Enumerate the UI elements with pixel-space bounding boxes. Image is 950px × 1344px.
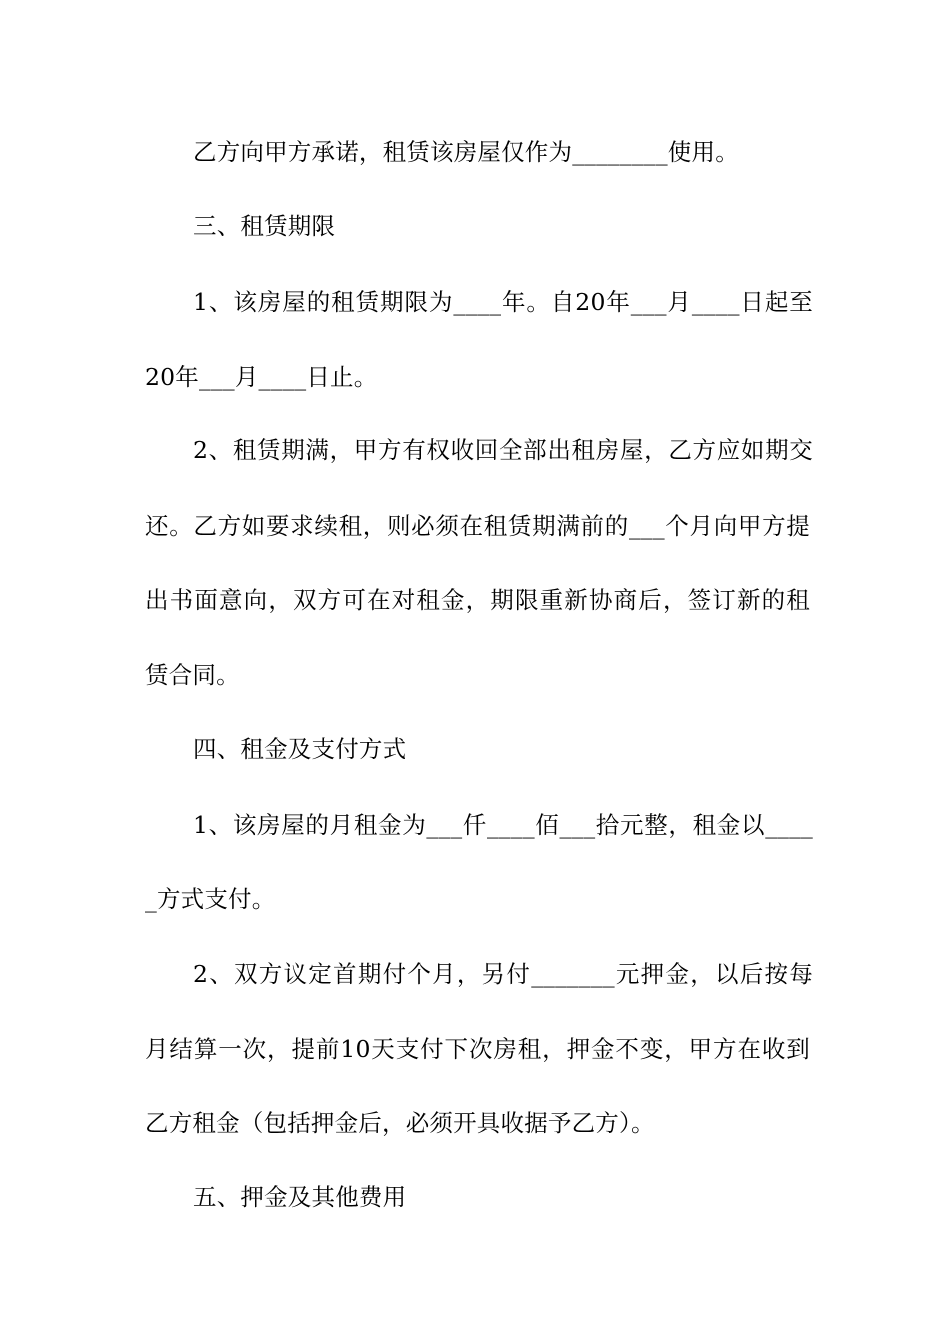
section-heading: 五、押金及其他费用 bbox=[193, 1183, 407, 1211]
paragraph-line: 月结算一次，提前10天支付下次房租，押金不变，甲方在收到 bbox=[145, 1035, 810, 1063]
paragraph-line: 20年___月____日止。 bbox=[145, 363, 378, 391]
section-heading: 四、租金及支付方式 bbox=[193, 735, 407, 763]
paragraph-line: 乙方向甲方承诺，租赁该房屋仅作为________使用。 bbox=[193, 138, 739, 166]
paragraph-line: 2、双方议定首期付个月，另付_______元押金，以后按每 bbox=[193, 960, 813, 988]
section-heading: 三、租赁期限 bbox=[193, 212, 336, 240]
paragraph-line: 1、该房屋的租赁期限为____年。自20年___月____日起至 bbox=[193, 288, 813, 316]
paragraph-line: 2、租赁期满，甲方有权收回全部出租房屋，乙方应如期交 bbox=[193, 436, 813, 464]
paragraph-line: 乙方租金（包括押金后，必须开具收据予乙方）。 bbox=[145, 1109, 655, 1137]
paragraph-line: 出书面意向，双方可在对租金，期限重新协商后，签订新的租 bbox=[145, 586, 810, 614]
paragraph-line: _方式支付。 bbox=[145, 885, 276, 913]
paragraph-line: 1、该房屋的月租金为___仟____佰___拾元整，租金以____ bbox=[193, 811, 813, 839]
paragraph-line: 赁合同。 bbox=[145, 661, 240, 689]
paragraph-line: 还。乙方如要求续租，则必须在租赁期满前的___个月向甲方提 bbox=[145, 512, 810, 540]
